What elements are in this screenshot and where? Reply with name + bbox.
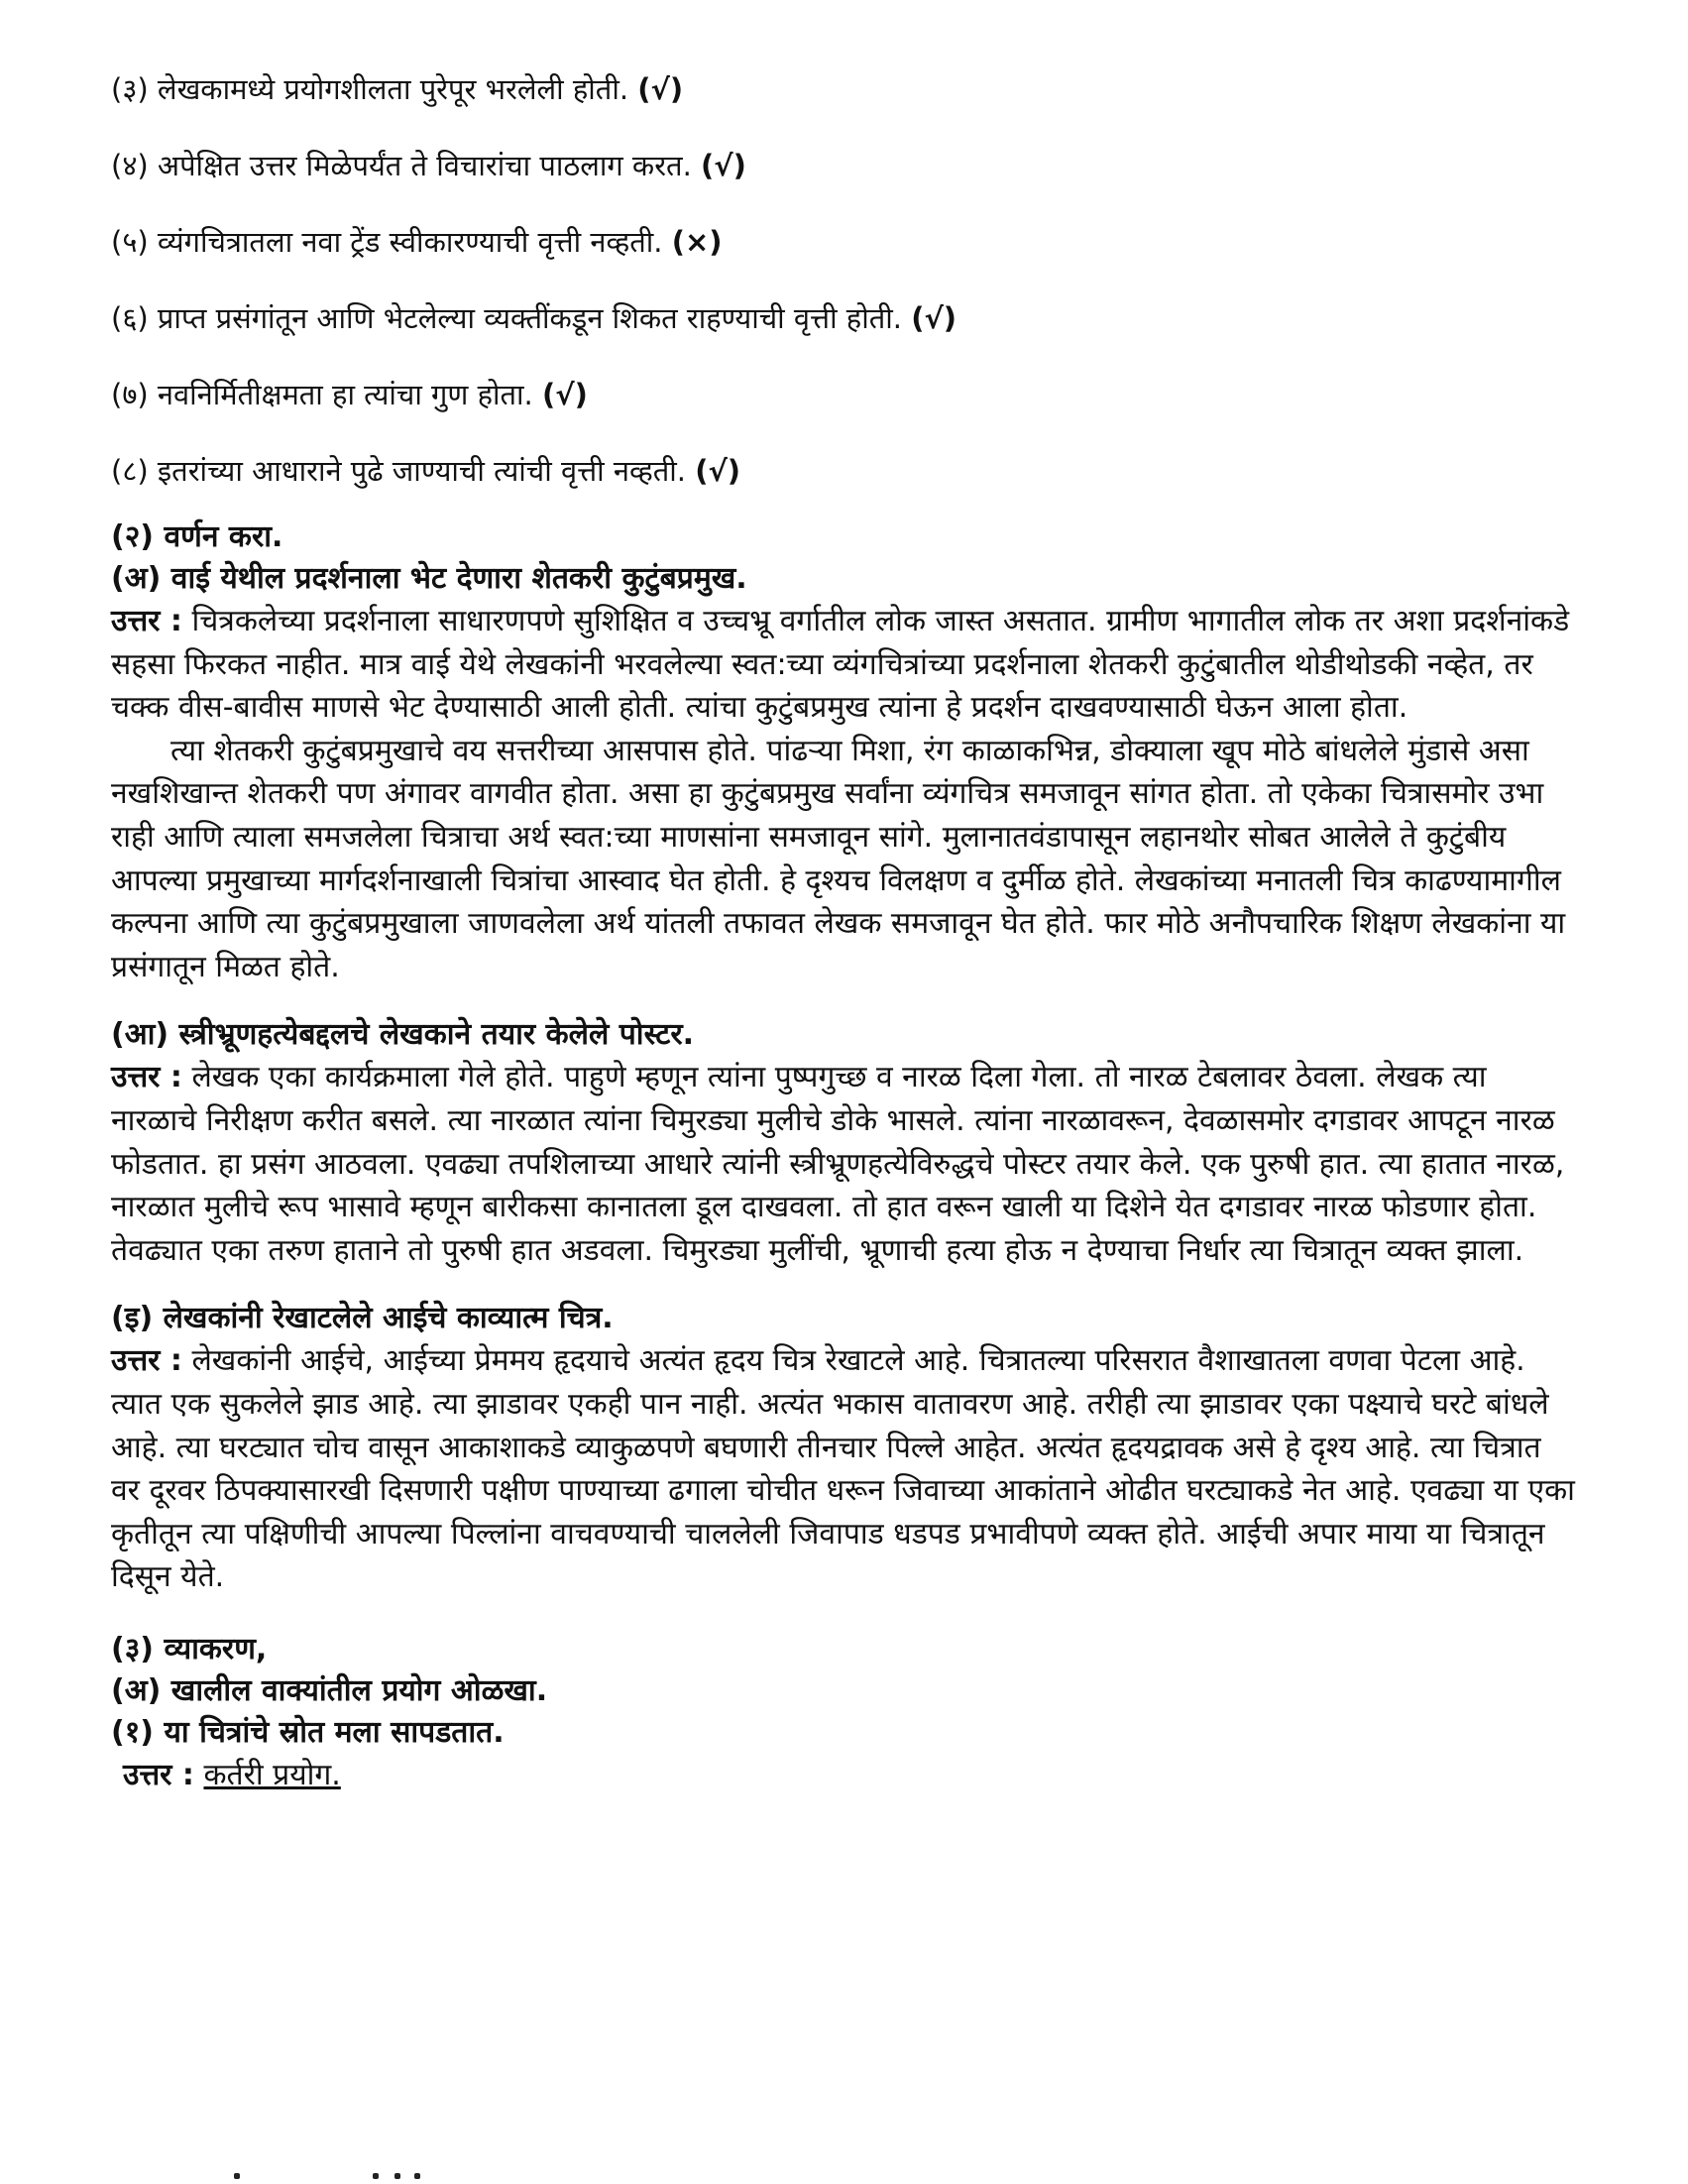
question-a-heading: (अ) वाई येथील प्रदर्शनाला भेट देणारा शेतकरी कुटुंबप्रमुख. [111, 561, 747, 596]
question-i-heading: (इ) लेखकांनी रेखाटलेले आईचे काव्यात्म चित्र. [111, 1301, 614, 1336]
answer-label: उत्तर : [111, 604, 182, 638]
statement-3 [111, 69, 1578, 109]
grammar-answer-1 [123, 1754, 1578, 1797]
statement-text: (६) प्राप्त प्रसंगांतून आणि भेटलेल्या व्यक्तींकडून शिकत राहण्याची वृत्ती होती. [111, 301, 902, 335]
section-2-heading: (२) वर्णन करा. [111, 519, 283, 554]
statement-8 [111, 451, 1578, 491]
answer-a-paragraph-1 [111, 600, 1578, 730]
answer-text: लेखक एका कार्यक्रमाला गेले होते. पाहुणे म्हणून त्यांना पुष्पगुच्छ व नारळ दिला गेला. तो नारळ टेबलावर ठेवला. लेखक त्या नारळाचे निरीक्षण करीत बसले. त्या नारळात त्यांना चिमुरड्या मुलीचे डोके भासले. त्यांना नारळावरून, देवळासमोर दगडावर आपटून नारळ फोडतात. हा प्रसंग आठवला. एवढ्या तपशिलाच्या आधारे त्यांनी स्त्रीभ्रूणहत्येविरुद्धचे पोस्टर तयार केले. एक पुरुषी हात. त्या हातात नारळ, नारळात मुलीचे रूप भासावे म्हणून बारीकसा कानातला डूल दाखवला. तो हात वरून खाली या दिशेने येत दगडावर नारळ फोडणार होता. तेवढ्यात एका तरुण हाताने तो पुरुषी हात अडवला. चिमुरड्या मुलींची, भ्रूणाची हत्या होऊ न देण्याचा निर्धार त्या चित्रातून व्यक्त झाला. [111, 1060, 1565, 1268]
statement-6 [111, 298, 1578, 338]
grammar-sub-heading: (अ) खालील वाक्यांतील प्रयोग ओळखा. [111, 1672, 548, 1708]
check-mark: (√) [541, 378, 588, 411]
answer-i-paragraph [111, 1339, 1578, 1599]
check-mark: (√) [637, 72, 684, 106]
statement-7 [111, 375, 1578, 414]
answer-text: चित्रकलेच्या प्रदर्शनाला साधारणपणे सुशिक्षित व उच्चभ्रू वर्गातील लोक जास्त असतात. ग्रामीण भागातील लोक तर अशा प्रदर्शनांकडे सहसा फिरकत नाहीत. मात्र वाई येथे लेखकांनी भरवलेल्या स्वत:च्या व्यंगचित्रांच्या प्रदर्शनाला शेतकरी कुटुंबातील थोडीथोडकी नव्हेत, तर चक्क वीस-बावीस माणसे भेट देण्यासाठी आली होती. त्यांचा कुटुंबप्रमुख त्यांना हे प्रदर्शन दाखवण्यासाठी घेऊन आला होता. [111, 604, 1570, 726]
answer-a-paragraph-2: त्या शेतकरी कुटुंबप्रमुखाचे वय सत्तरीच्या आसपास होते. पांढऱ्या मिशा, रंग काळाकभिन्न, डोक्याला खूप मोठे बांधलेले मुंडासे असा नखशिखान्त शेतकरी पण अंगावर वागवीत होता. असा हा कुटुंबप्रमुख सर्वांना व्यंगचित्र समजावून सांगत होता. तो एकेका चित्रासमोर उभा राही आणि त्याला समजलेला चित्राचा अर्थ स्वत:च्या माणसांना समजावून सांगे. मुलानातवंडापासून लहानथोर सोबत आलेले ते कुटुंबीय आपल्या प्रमुखाच्या मार्गदर्शनाखाली चित्रांचा आस्वाद घेत होती. हे दृश्यच विलक्षण व दुर्मीळ होते. लेखकांच्या मनातली चित्र काढण्यामागील कल्पना आणि त्या कुटुंबप्रमुखाला जाणवलेला अर्थ यांतली तफावत लेखक समजावून घेत होते. फार मोठे अनौपचारिक शिक्षण लेखकांना या प्रसंगातून मिळत होते. [111, 733, 1566, 984]
statement-4 [111, 146, 1578, 185]
answer-label: उत्तर : [123, 1757, 194, 1792]
cut-off-text-fragment [117, 2173, 434, 2184]
question-aa-heading: (आ) स्त्रीभ्रूणहत्येबद्दलचे लेखकाने तयार केलेले पोस्टर. [111, 1017, 695, 1053]
statement-5 [111, 222, 1578, 262]
statement-text: (५) व्यंगचित्रातला नवा ट्रेंड स्वीकारण्याची वृत्ती नव्हती. [111, 225, 663, 259]
check-mark: (√) [701, 149, 746, 182]
check-mark: (√) [695, 454, 741, 488]
section-3-heading: (३) व्याकरण, [111, 1631, 268, 1667]
statement-text: (३) लेखकामध्ये प्रयोगशीलता पुरेपूर भरलेली होती. [111, 72, 629, 106]
document-page [111, 69, 1578, 1797]
statement-text: (४) अपेक्षित उत्तर मिळेपर्यंत ते विचारांचा पाठलाग करत. [111, 149, 692, 182]
answer-label: उत्तर : [111, 1343, 182, 1379]
statement-text: (८) इतरांच्या आधाराने पुढे जाण्याची त्यांची वृत्ती नव्हती. [111, 454, 686, 488]
answer-text: लेखकांनी आईचे, आईच्या प्रेममय हृदयाचे अत्यंत हृदय चित्र रेखाटले आहे. चित्रातल्या परिसरात वैशाखातला वणवा पेटला आहे. त्यात एक सुकलेले झाड आहे. त्या झाडावर एकही पान नाही. अत्यंत भकास वातावरण आहे. तरीही त्या झाडावर एका पक्ष्याचे घरटे बांधले आहे. त्या घरट्यात चोच वासून आकाशाकडे व्याकुळपणे बघणारी तीनचार पिल्ले आहेत. अत्यंत हृदयद्रावक असे हे दृश्य आहे. त्या चित्रात वर दूरवर ठिपक्यासारखी दिसणारी पक्षीण पाण्याच्या ढगाला चोचीत धरून जिवाच्या आकांताने ओढीत घरट्याकडे नेत आहे. एवढ्या या एका कृतीतून त्या पक्षिणीची आपल्या पिल्लांना वाचवण्याची चाललेली जिवापाड धडपड प्रभावीपणे व्यक्त होते. आईची अपार माया या चित्रातून दिसून येते. [111, 1343, 1575, 1595]
section-describe [111, 517, 1578, 1599]
section-grammar [111, 1629, 1578, 1797]
statement-text: (७) नवनिर्मितीक्षमता हा त्यांचा गुण होता. [111, 378, 533, 411]
check-mark: (√) [911, 301, 957, 335]
cross-mark: (×) [671, 225, 723, 259]
answer-aa-paragraph [111, 1056, 1578, 1272]
true-false-statements [111, 69, 1578, 491]
grammar-question-1: (१) या चित्रांचे स्रोत मला सापडतात. [111, 1714, 505, 1750]
answer-value: कर्तरी प्रयोग. [203, 1757, 341, 1792]
answer-label: उत्तर : [111, 1060, 182, 1095]
